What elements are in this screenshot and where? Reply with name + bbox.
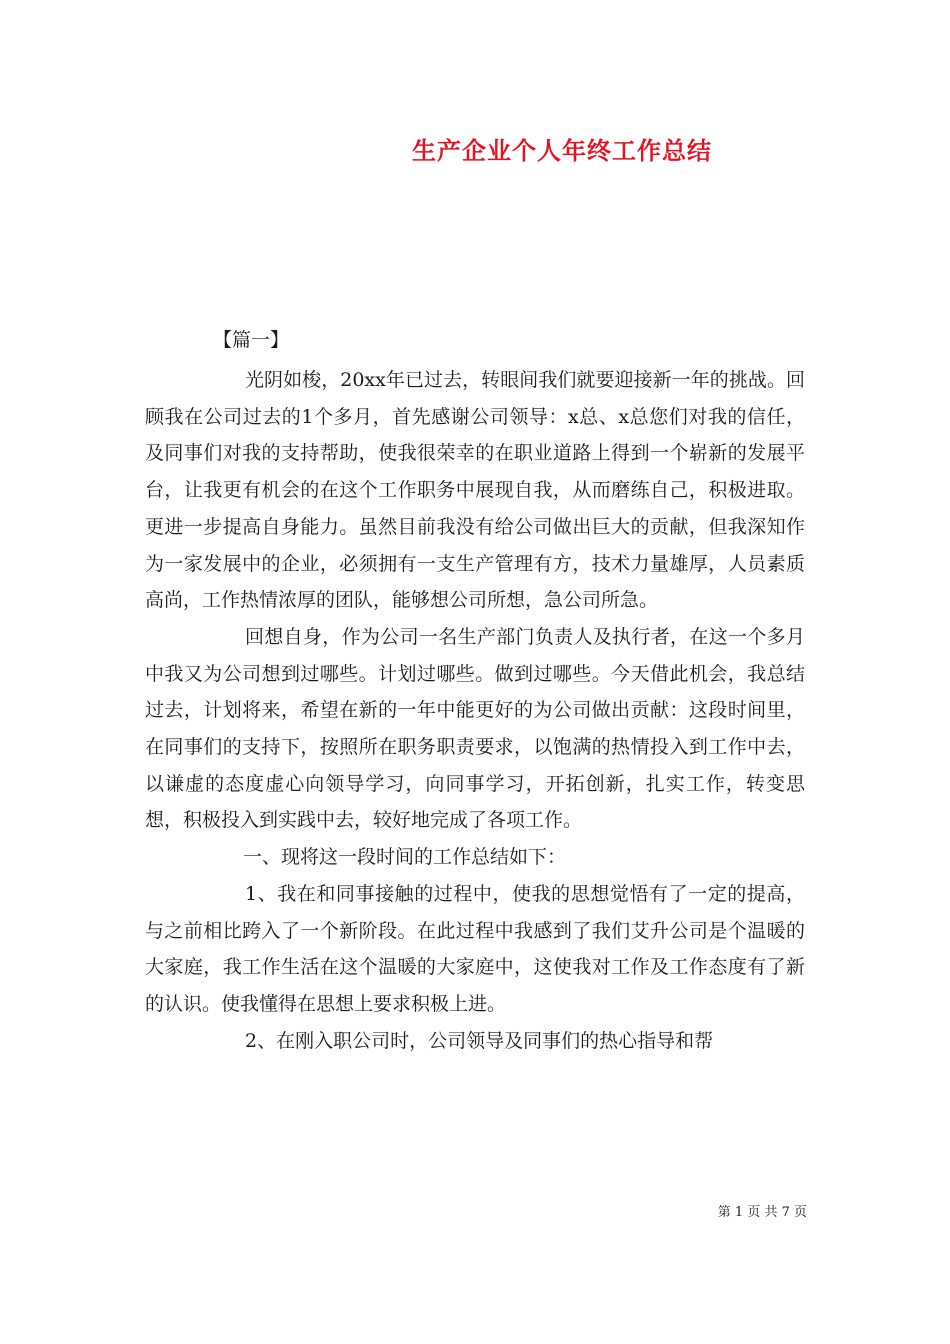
item-1: 1、我在和同事接触的过程中，使我的思想觉悟有了一定的提高，与之前相比跨入了一个新阶段。在此过程中我感到了我们艾升公司是个温暖的大家庭，我工作生活在这个温暖的大家庭中，这使我对工作及工作态度有了新的认识。使我懂得在思想上要求积极上进。 bbox=[145, 882, 805, 1015]
summary-heading: 一、现将这一段时间的工作总结如下： bbox=[243, 846, 567, 869]
document-title: 生产企业个人年终工作总结 bbox=[412, 136, 712, 165]
paragraph-2: 回想自身，作为公司一名生产部门负责人及执行者，在这一个多月中我又为公司想到过哪些。计划过哪些。做到过哪些。今天借此机会，我总结过去，计划将来，希望在新的一年中能更好的为公司做出贡献：这段时间里，在同事们的支持下，按照所在职务职责要求，以饱满的热情投入到工作中去，以谦虚的态度虚心向领导学习，向同事学习，开拓创新，扎实工作，转变思想，积极投入到实践中去，较好地完成了各项工作。 bbox=[145, 625, 805, 832]
item-2: 2、在刚入职公司时，公司领导及同事们的热心指导和帮 bbox=[245, 1029, 714, 1052]
section-label: 【篇一】 bbox=[213, 329, 290, 351]
paragraph-1: 光阴如梭，20xx年已过去，转眼间我们就要迎接新一年的挑战。回顾我在公司过去的1个多月，首先感谢公司领导：x总、x总您们对我的信任，及同事们对我的支持帮助，使我很荣幸的在职业道路上得到一个崭新的发展平台，让我更有机会的在这个工作职务中展现自我，从而磨练自己，积极进取。更进一步提高自身能力。虽然目前我没有给公司做出巨大的贡献，但我深知作为一家发展中的企业，必须拥有一支生产管理有方，技术力量雄厚，人员素质高尚，工作热情浓厚的团队，能够想公司所想，急公司所急。 bbox=[145, 369, 805, 612]
page-footer: 第 1 页 共 7 页 bbox=[717, 1205, 807, 1220]
document-body bbox=[145, 362, 805, 1059]
